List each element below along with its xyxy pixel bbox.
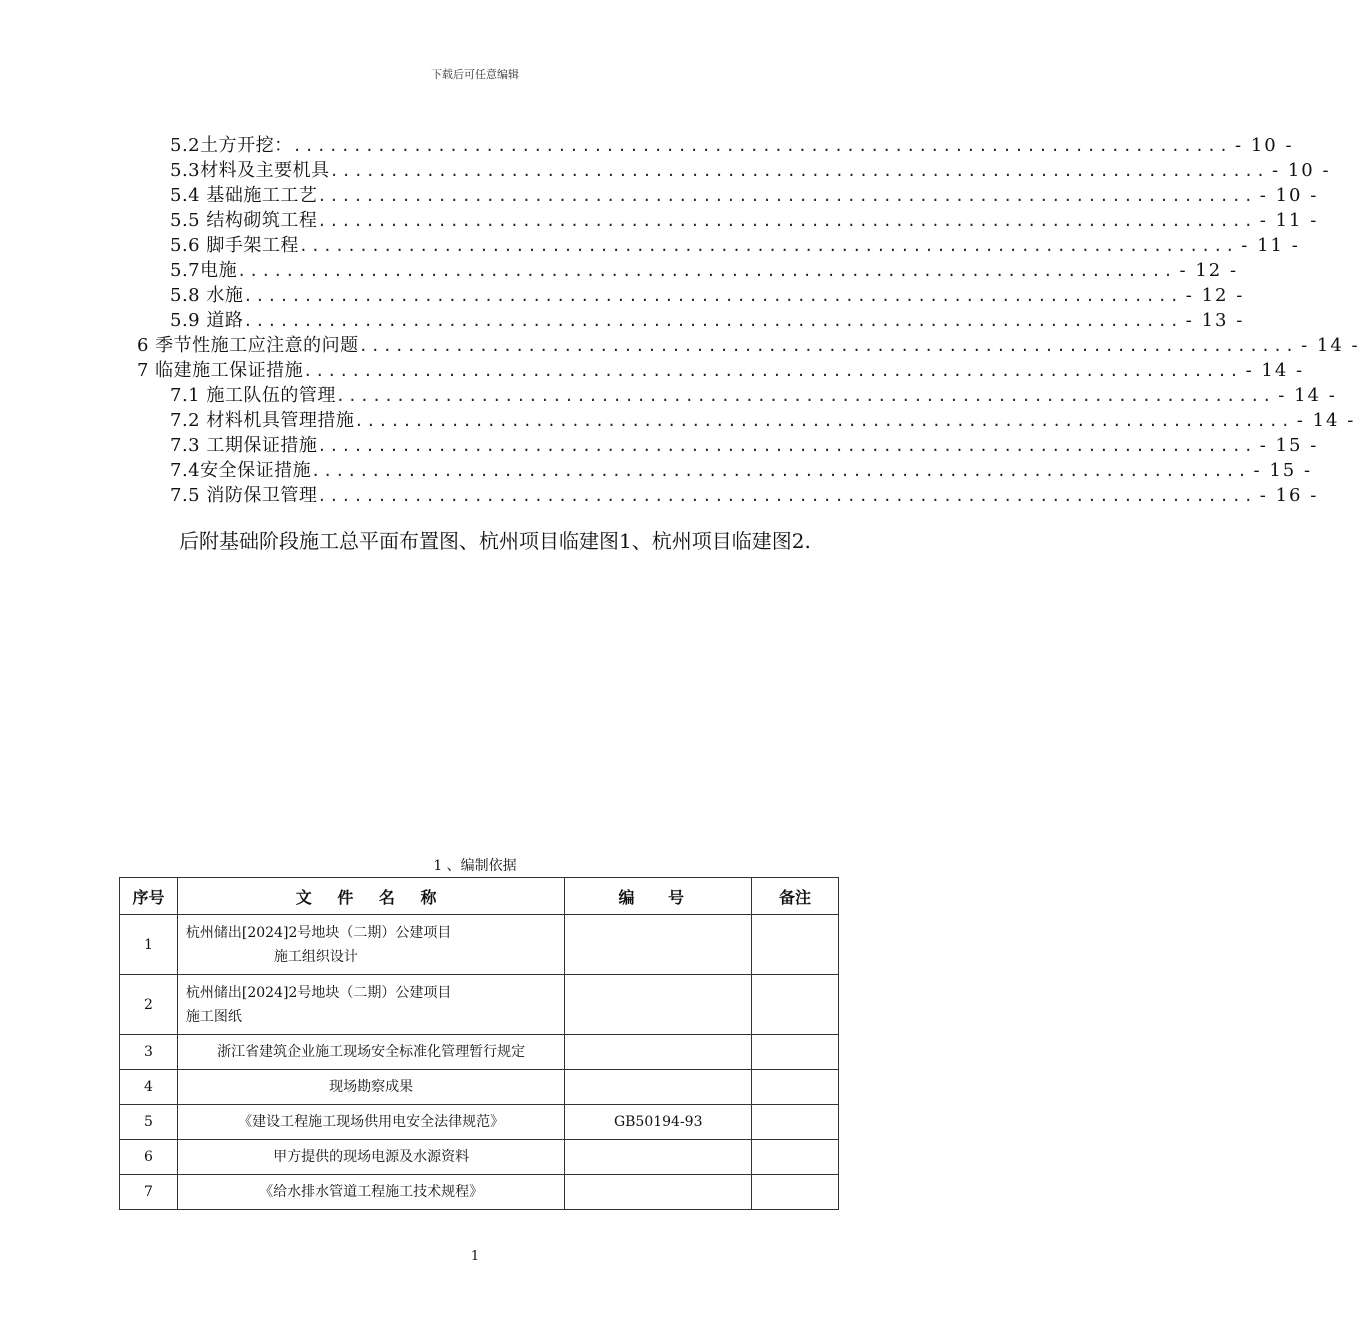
document-name-line: 杭州储出[2024]2号地块（二期）公建项目 <box>185 924 452 941</box>
toc-entry-label: 7 临建施工保证措施 <box>137 360 304 381</box>
toc-leader-dots: .............................................................................. <box>329 162 1269 180</box>
cell-code <box>565 1035 752 1070</box>
header-document-name: 文 件 名 称 <box>177 878 564 915</box>
toc-entry-page: - 14 - <box>1301 335 1360 356</box>
cell-remarks <box>752 1035 839 1070</box>
toc-entry-label: 7.3 工期保证措施 <box>170 435 318 456</box>
toc-entry-label: 5.5 结构砌筑工程 <box>170 210 318 231</box>
cell-remarks <box>752 1140 839 1175</box>
toc-leader-dots: .............................................................................. <box>237 262 1176 280</box>
toc-entry-page: - 10 - <box>1235 135 1294 156</box>
toc-entry-page: - 14 - <box>1278 385 1337 406</box>
cell-remarks <box>752 975 839 1035</box>
table-row <box>120 975 839 1035</box>
toc-entry[interactable] <box>170 131 1294 156</box>
header-serial: 序号 <box>120 878 178 915</box>
cell-code <box>565 1140 752 1175</box>
toc-entry-label: 7.5 消防保卫管理 <box>170 485 318 506</box>
toc-leader-dots: .............................................................................. <box>311 462 1250 480</box>
toc-entry[interactable] <box>170 306 1245 331</box>
cell-document-name: 甲方提供的现场电源及水源资料 <box>177 1140 564 1175</box>
page-number: 1 <box>470 1249 480 1264</box>
table-caption: 1 、编制依据 <box>433 858 517 874</box>
toc-leader-dots: .............................................................................. <box>303 362 1242 380</box>
cell-remarks <box>752 1070 839 1105</box>
toc-leader-dots: .............................................................................. <box>298 237 1238 255</box>
cell-serial: 5 <box>120 1105 178 1140</box>
appendix-note: 后附基础阶段施工总平面布置图、杭州项目临建图1、杭州项目临建图2. <box>179 529 811 553</box>
cell-document-name: 《给水排水管道工程施工技术规程》 <box>177 1175 564 1210</box>
cell-code <box>565 1175 752 1210</box>
page-header: 下载后可任意编辑 <box>431 68 519 81</box>
cell-code <box>565 1070 752 1105</box>
table-row <box>120 1175 839 1210</box>
toc-entry-page: - 16 - <box>1259 485 1319 506</box>
toc-leader-dots: .............................................................................. <box>292 137 1232 155</box>
cell-serial: 3 <box>120 1035 178 1070</box>
cell-document-name: 《建设工程施工现场供用电安全法律规范》 <box>177 1105 564 1140</box>
toc-entry-page: - 14 - <box>1245 360 1305 381</box>
toc-entry-page: - 15 - <box>1259 435 1319 456</box>
toc-entry[interactable] <box>170 206 1319 231</box>
toc-entry-label: 7.1 施工队伍的管理 <box>170 385 336 406</box>
cell-serial: 6 <box>120 1140 178 1175</box>
cell-serial: 7 <box>120 1175 178 1210</box>
toc-entry[interactable] <box>170 406 1356 431</box>
table-row <box>120 1070 839 1105</box>
cell-document-name: 浙江省建筑企业施工现场安全标准化管理暂行规定 <box>177 1035 564 1070</box>
cell-code <box>565 975 752 1035</box>
toc-entry-label: 5.6 脚手架工程 <box>170 235 299 256</box>
toc-entry[interactable] <box>137 331 1360 356</box>
table-header-row <box>120 878 839 915</box>
toc-leader-dots: .............................................................................. <box>317 187 1256 205</box>
document-name-line: 施工图纸 <box>185 1008 242 1025</box>
toc-entry-page: - 11 - <box>1241 235 1300 256</box>
table-row <box>120 915 839 975</box>
toc-entry[interactable] <box>137 356 1305 381</box>
toc-entry-label: 7.2 材料机具管理措施 <box>170 410 355 431</box>
toc-entry-label: 6 季节性施工应注意的问题 <box>137 335 359 356</box>
toc-entry-label: 5.8 水施 <box>170 285 244 306</box>
cell-document-name <box>177 915 564 975</box>
cell-remarks <box>752 915 839 975</box>
toc-leader-dots: .............................................................................. <box>335 387 1275 405</box>
toc-entry[interactable] <box>170 481 1319 506</box>
document-name-line: 施工组织设计 <box>273 948 358 965</box>
toc-entry[interactable] <box>170 431 1319 456</box>
toc-leader-dots: .............................................................................. <box>243 312 1182 330</box>
toc-leader-dots: .............................................................................. <box>358 337 1298 355</box>
toc-entry-label: 7.4安全保证措施 <box>170 460 312 481</box>
cell-remarks <box>752 1105 839 1140</box>
header-remarks: 备注 <box>752 878 839 915</box>
cell-code: GB50194-93 <box>565 1105 752 1140</box>
toc-entry[interactable] <box>170 256 1239 281</box>
toc-entry[interactable] <box>170 381 1337 406</box>
toc-entry-label: 5.4 基础施工工艺 <box>170 185 318 206</box>
toc-entry-label: 5.7电施 <box>170 260 238 281</box>
toc-entry[interactable] <box>170 281 1245 306</box>
toc-entry[interactable] <box>170 231 1300 256</box>
table-row <box>120 1140 839 1175</box>
cell-document-name <box>177 975 564 1035</box>
toc-entry[interactable] <box>170 181 1319 206</box>
toc-entry-page: - 10 - <box>1272 160 1331 181</box>
toc-entry-label: 5.9 道路 <box>170 310 244 331</box>
basis-table <box>119 877 839 1210</box>
cell-serial: 2 <box>120 975 178 1035</box>
cell-remarks <box>752 1175 839 1210</box>
toc-entry-page: - 10 - <box>1259 185 1319 206</box>
toc-entry-page: - 13 - <box>1185 310 1245 331</box>
cell-serial: 1 <box>120 915 178 975</box>
toc-leader-dots: .............................................................................. <box>317 212 1256 230</box>
toc-leader-dots: .............................................................................. <box>354 412 1293 430</box>
document-name-line: 杭州储出[2024]2号地块（二期）公建项目 <box>185 984 452 1001</box>
toc-entry-label: 5.3材料及主要机具 <box>170 160 330 181</box>
toc-entry-page: - 12 - <box>1185 285 1245 306</box>
toc-entry[interactable] <box>170 156 1331 181</box>
toc-entry-page: - 15 - <box>1253 460 1313 481</box>
table-row <box>120 1105 839 1140</box>
header-code: 编 号 <box>565 878 752 915</box>
toc-leader-dots: .............................................................................. <box>317 437 1256 455</box>
toc-leader-dots: .............................................................................. <box>243 287 1182 305</box>
toc-entry[interactable] <box>170 456 1313 481</box>
toc-entry-page: - 14 - <box>1296 410 1356 431</box>
toc-leader-dots: .............................................................................. <box>317 487 1256 505</box>
table-row <box>120 1035 839 1070</box>
cell-serial: 4 <box>120 1070 178 1105</box>
cell-document-name: 现场勘察成果 <box>177 1070 564 1105</box>
toc-entry-page: - 12 - <box>1179 260 1239 281</box>
toc-entry-label: 5.2土方开挖： <box>170 135 293 156</box>
cell-code <box>565 915 752 975</box>
toc-entry-page: - 11 - <box>1259 210 1319 231</box>
